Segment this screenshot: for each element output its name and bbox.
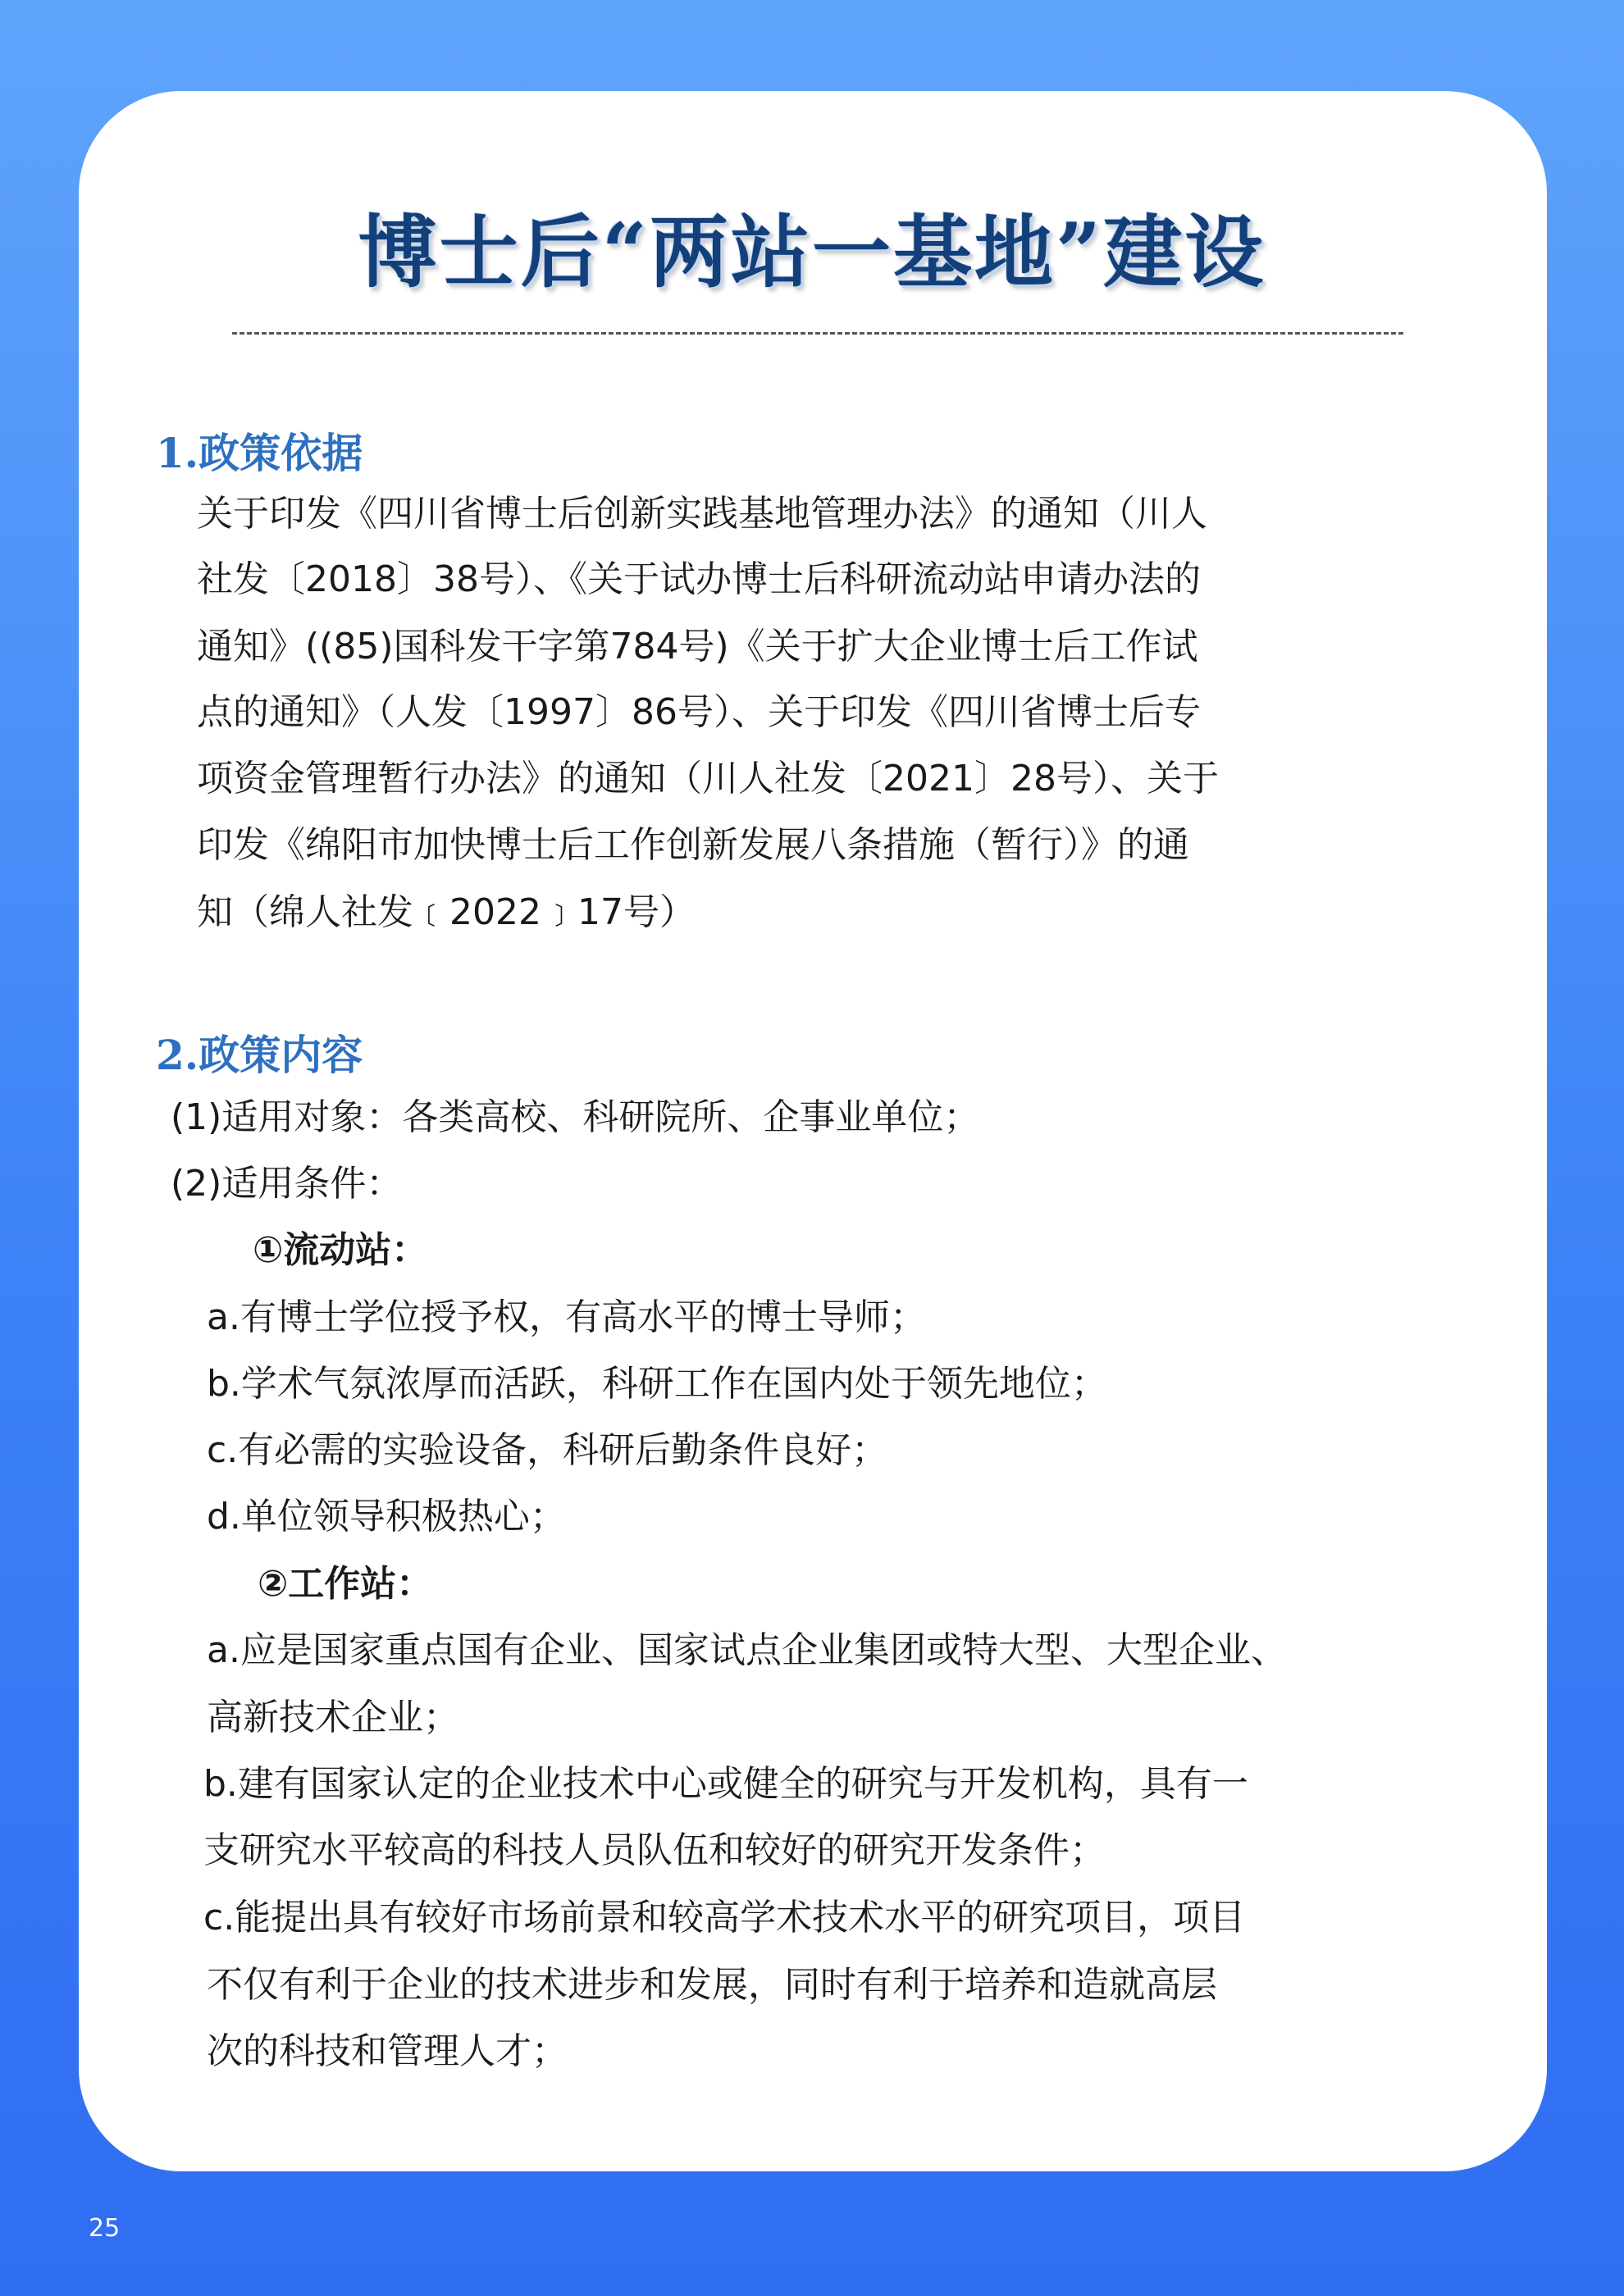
mobile-station-item-a: a.有博士学位授予权，有高水平的博士导师；	[207, 1296, 926, 1338]
work-station-item-c: 次的科技和管理人才；	[207, 2030, 568, 2072]
section1-heading: 1.政策依据	[156, 429, 363, 477]
title-divider	[232, 332, 1403, 335]
applicable-objects: (1)适用对象：各类高校、科研院所、企事业单位；	[171, 1096, 980, 1138]
work-station-item-c: 不仅有利于企业的技术进步和发展，同时有利于培养和造就高层	[207, 1964, 1217, 2006]
section2-heading: 2.政策内容	[156, 1031, 363, 1079]
work-station-item-a: 高新技术企业；	[207, 1697, 459, 1738]
section1-line: 印发《绵阳市加快博士后工作创新发展八条措施（暂行）》的通	[197, 824, 1189, 866]
section1-line: 关于印发《四川省博士后创新实践基地管理办法》的通知（川人	[197, 493, 1207, 535]
work-station-item-c: c.能提出具有较好市场前景和较高学术技术水平的研究项目，项目	[203, 1897, 1246, 1938]
section1-line: 项资金管理暂行办法》的通知（川人社发〔2021〕28号）、关于	[197, 758, 1219, 800]
section1-line: 通知》((85)国科发干字第784号)《关于扩大企业博士后工作试	[197, 626, 1198, 667]
work-station-item-b: b.建有国家认定的企业技术中心或健全的研究与开发机构，具有一	[203, 1763, 1248, 1805]
mobile-station-item-b: b.学术气氛浓厚而活跃，科研工作在国内处于领先地位；	[207, 1363, 1107, 1405]
work-station-title: ②工作站：	[258, 1563, 433, 1605]
mobile-station-item-c: c.有必需的实验设备，科研后勤条件良好；	[207, 1429, 888, 1471]
page-number: 25	[89, 2214, 121, 2243]
mobile-station-title: ①流动站：	[253, 1229, 428, 1271]
mobile-station-item-d: d.单位领导积极热心；	[207, 1496, 566, 1538]
applicable-conditions: (2)适用条件：	[171, 1163, 403, 1205]
section1-line: 社发〔2018〕38号）、《关于试办博士后科研流动站申请办法的	[197, 558, 1201, 600]
section1-line: 知（绵人社发﹝2022﹞17号）	[197, 891, 696, 933]
work-station-item-b: 支研究水平较高的科技人员队伍和较好的研究开发条件；	[203, 1829, 1106, 1871]
page-title: 博士后“两站一基地”建设	[358, 206, 1266, 298]
work-station-item-a: a.应是国家重点国有企业、国家试点企业集团或特大型、大型企业、	[207, 1629, 1287, 1671]
section1-line: 点的通知》（人发〔1997〕86号）、关于印发《四川省博士后专	[197, 691, 1201, 733]
